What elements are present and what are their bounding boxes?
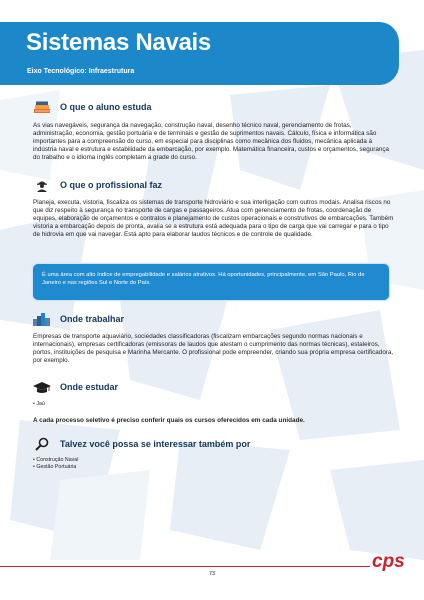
graduation-cap-icon xyxy=(33,380,51,394)
section-title: O que o profissional faz xyxy=(60,180,163,190)
related-courses-list xyxy=(33,457,78,471)
section-heading-interessar xyxy=(33,437,250,451)
svg-text:cps: cps xyxy=(372,551,405,572)
list-item: • Gestão Portuária xyxy=(33,464,78,471)
highlight-box xyxy=(33,264,389,300)
section-title: Onde estudar xyxy=(60,382,119,392)
page-header xyxy=(0,22,399,85)
selection-notice: A cada processo seletivo é preciso conferir quais os cursos oferecidos em cada unidade. xyxy=(33,417,305,424)
worker-icon xyxy=(33,178,51,192)
page-title: Sistemas Navais xyxy=(26,29,211,56)
school-list xyxy=(33,401,45,408)
section-title: Onde trabalhar xyxy=(60,314,125,324)
section-heading-estudar xyxy=(33,380,118,394)
footer-divider xyxy=(0,566,370,567)
section-text-trabalhar: Empresas de transporte aquaviário, sociedades classificadoras (fiscalizam embarcações segundo normas nacionais e internacionais), empresas certificadoras (emissoras de laudos que atestam o cumprimento das normas técnicas), estaleiros, portos, instituições de pesquisa e Marinha Mercante. O profissional pode empreender, criando sua própria empresa certificadora, por exemplo. xyxy=(33,333,394,365)
list-item: • Construção Naval xyxy=(33,457,78,464)
section-title: O que o aluno estuda xyxy=(60,102,152,112)
page-number: 73 xyxy=(208,571,216,577)
books-icon xyxy=(33,100,51,114)
section-text-estuda: As vias navegáveis, segurança da navegação, construção naval, desenho técnico naval, gerenciamento de frotas, administração, economia, gestão portuária e de terminais e gestão de suprimentos navais. Cálculo, física e informática são importantes para a compreensão do curso, em especial para disciplinas como mecânica dos fluidos, mecânica aplicada à indústria naval e estrutura e estabilidade da embarcação, por exemplo. Matemática financeira, custos e orçamentos, segurança do trabalho e o idioma inglês completam a grade do curso. xyxy=(33,122,389,162)
section-heading-faz xyxy=(33,178,162,192)
section-text-faz: Planeja, executa, vistoria, fiscaliza os sistemas de transporte hidroviário e sua interligação com outros modais. Analisa riscos no que diz respeito à segurança no transporte de cargas e passageiros. Atua com gerenciamento de frotas, coordenação de equipes, elaboração de orçamentos e contratos e planejamento de custos operacionais e construtivos de embarcações. Também vistoria a embarcação depois de pronta, avalia se a estrutura está adequada para o tipo de carga que vai carregar e para o tipo de hidrovia em que vai navegar. Está apto para elaborar laudos técnicos e de controle de qualidade. xyxy=(33,199,394,239)
city-icon xyxy=(33,312,51,326)
magnifier-icon xyxy=(33,437,51,451)
section-heading-trabalhar xyxy=(33,312,124,326)
list-item: • Jaú xyxy=(33,401,45,408)
section-title: Talvez você possa se interessar também por xyxy=(60,439,251,449)
highlight-text: É uma área com alto índice de empregabilidade e salários atrativos. Há oportunidades, principalmente, em São Paulo, Rio de Janeiro e nas regiões Sul e Norte do País. xyxy=(42,272,365,287)
page-subtitle: Eixo Tecnológico: Infraestrutura xyxy=(27,68,135,75)
section-heading-estuda xyxy=(33,100,152,114)
